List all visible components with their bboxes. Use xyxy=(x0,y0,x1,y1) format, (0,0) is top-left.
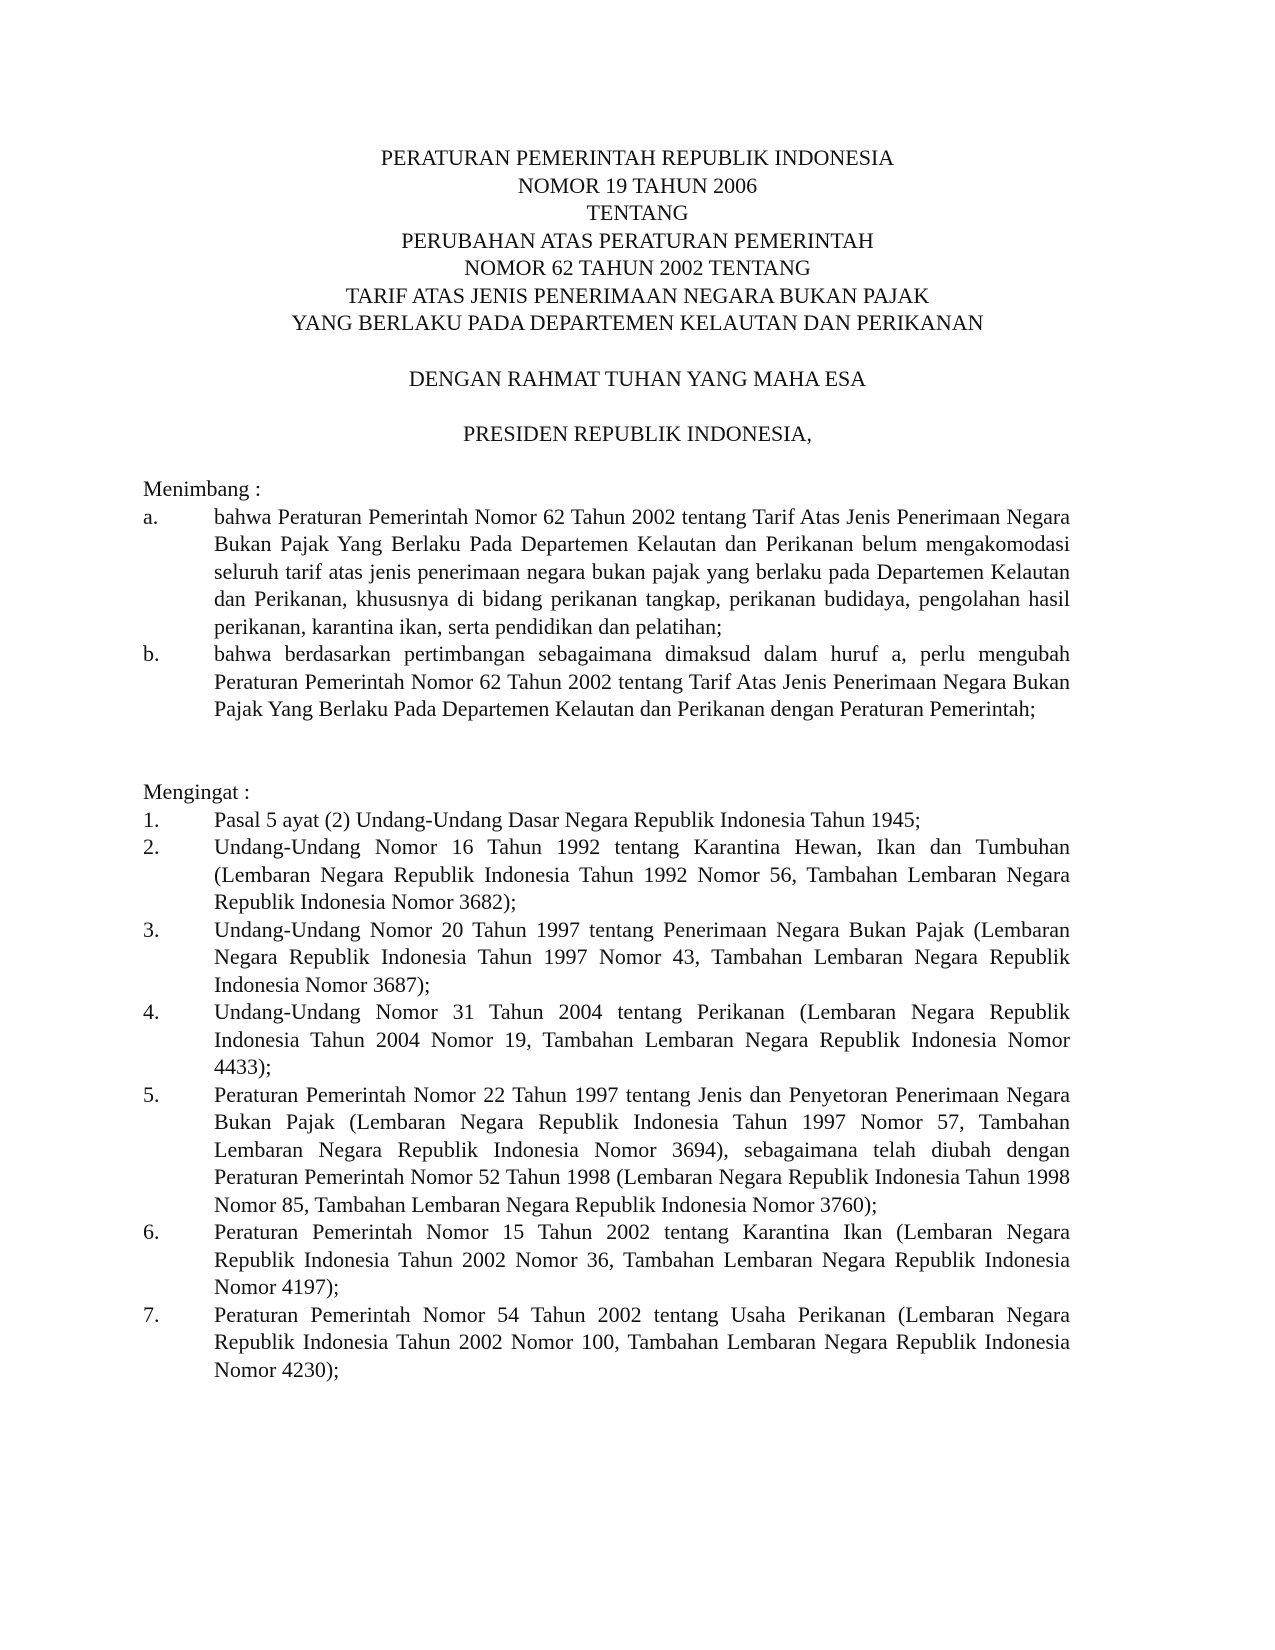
list-item xyxy=(143,640,1070,723)
title-line: NOMOR 19 TAHUN 2006 xyxy=(517,172,758,198)
list-item xyxy=(143,833,1070,916)
item-text: Undang-Undang Nomor 16 Tahun 1992 tentang Karantina Hewan, Ikan dan Tumbuhan (Lembaran Negara Republik Indonesia Tahun 1992 Nomor 56, Tambahan Lembaran Negara Republik Indonesia Nomor 3682); xyxy=(214,834,1070,914)
section-heading: Menimbang : xyxy=(143,476,261,501)
list-item xyxy=(143,503,1070,641)
list-item xyxy=(143,998,1070,1081)
item-label: 1. xyxy=(143,806,160,832)
item-text: Undang-Undang Nomor 20 Tahun 1997 tentang Penerimaan Negara Bukan Pajak (Lembaran Negara Republik Indonesia Tahun 1997 Nomor 43, Tambahan Lembaran Negara Republik Indonesia Nomor 3687); xyxy=(214,916,1070,997)
title-line: TARIF ATAS JENIS PENERIMAAN NEGARA BUKAN PAJAK xyxy=(345,282,930,308)
item-text: Peraturan Pemerintah Nomor 22 Tahun 1997 tentang Jenis dan Penyetoran Penerimaan Negara Bukan Pajak (Lembaran Negara Republik Indonesia Tahun 1997 Nomor 57, Tambahan Lembaran Negara Republik Indonesia Nomor 3694), sebagaimana telah diubah dengan Peraturan Pemerintah Nomor 52 Tahun 1998 (Lembaran Negara Republik Indonesia Tahun 1998 Nomor 85, Tambahan Lembaran Negara Republik Indonesia Nomor 3760); xyxy=(214,1081,1070,1217)
item-label: 2. xyxy=(143,834,160,859)
invocation: DENGAN RAHMAT TUHAN YANG MAHA ESA xyxy=(408,366,867,391)
title-line: PERATURAN PEMERINTAH REPUBLIK INDONESIA xyxy=(380,145,895,170)
title-line: PERUBAHAN ATAS PERATURAN PEMERINTAH xyxy=(401,227,874,253)
item-text: Peraturan Pemerintah Nomor 54 Tahun 2002 tentang Usaha Perikanan (Lembaran Negara Republik Indonesia Tahun 2002 Nomor 100, Tambahan Lembaran Negara Republik Indonesia Nomor 4230); xyxy=(214,1301,1070,1382)
item-text: bahwa Peraturan Pemerintah Nomor 62 Tahun 2002 tentang Tarif Atas Jenis Penerimaan Negara Bukan Pajak Yang Berlaku Pada Departemen Kelautan dan Perikanan belum mengakomodasi seluruh tarif atas jenis penerimaan negara bukan pajak yang berlaku pada Departemen Kelautan dan Perikanan, khususnya di bidang perikanan tangkap, perikanan budidaya, pengolahan hasil perikanan, karantina ikan, serta pendidikan dan pelatihan; xyxy=(214,503,1070,639)
item-label: 6. xyxy=(143,1219,160,1244)
item-label: b. xyxy=(143,641,160,666)
item-label: 3. xyxy=(143,916,160,942)
title-line: TENTANG xyxy=(586,200,689,225)
item-text: Peraturan Pemerintah Nomor 15 Tahun 2002 tentang Karantina Ikan (Lembaran Negara Republik Indonesia Tahun 2002 Nomor 36, Tambahan Lembaran Negara Republik Indonesia Nomor 4197); xyxy=(214,1219,1070,1299)
document-title xyxy=(0,144,1275,337)
mengingat-section xyxy=(143,778,1070,1383)
list-item xyxy=(143,806,1070,834)
list-item xyxy=(143,1218,1070,1301)
president-heading: PRESIDEN REPUBLIK INDONESIA, xyxy=(463,421,812,446)
item-text: Undang-Undang Nomor 31 Tahun 2004 tentang Perikanan (Lembaran Negara Republik Indonesia Tahun 2004 Nomor 19, Tambahan Lembaran Negara Republik Indonesia Nomor 4433); xyxy=(214,999,1070,1079)
item-label: a. xyxy=(143,503,159,529)
item-label: 4. xyxy=(143,999,160,1024)
list-item xyxy=(143,1081,1070,1219)
title-line: NOMOR 62 TAHUN 2002 TENTANG xyxy=(464,255,811,280)
title-line: YANG BERLAKU PADA DEPARTEMEN KELAUTAN DAN PERIKANAN xyxy=(291,310,984,335)
list-item xyxy=(143,916,1070,999)
item-label: 5. xyxy=(143,1081,160,1107)
section-heading: Mengingat : xyxy=(143,779,250,804)
item-label: 7. xyxy=(143,1301,160,1327)
item-text: Pasal 5 ayat (2) Undang-Undang Dasar Negara Republik Indonesia Tahun 1945; xyxy=(214,806,921,832)
menimbang-section xyxy=(143,475,1070,723)
list-item xyxy=(143,1301,1070,1384)
item-text: bahwa berdasarkan pertimbangan sebagaimana dimaksud dalam huruf a, perlu mengubah Peraturan Pemerintah Nomor 62 Tahun 2002 tentang Tarif Atas Jenis Penerimaan Negara Bukan Pajak Yang Berlaku Pada Departemen Kelautan dan Perikanan dengan Peraturan Pemerintah; xyxy=(214,641,1070,721)
